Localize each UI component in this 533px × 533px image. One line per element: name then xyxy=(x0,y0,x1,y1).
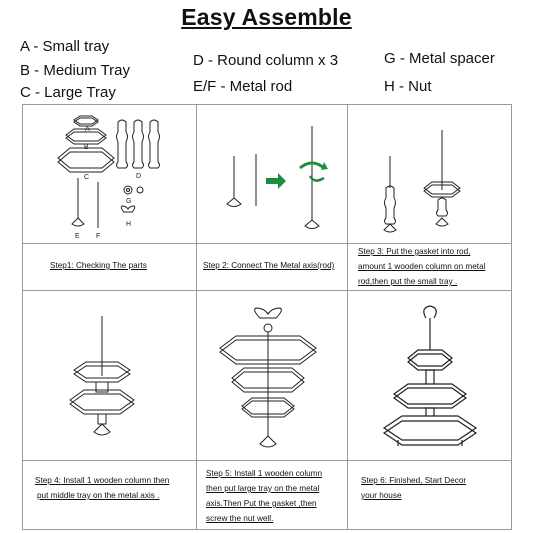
caption-line: Step 5: Install 1 wooden column xyxy=(206,469,323,478)
legend-g: G - Metal spacer xyxy=(384,50,495,67)
legend-c: C - Large Tray xyxy=(20,84,116,101)
parts-illustration xyxy=(40,108,190,240)
connect-rod-illustration xyxy=(200,108,342,240)
step5-illustration xyxy=(204,296,344,456)
step6-caption xyxy=(361,473,466,503)
caption-line: Step1: Checking The parts xyxy=(50,261,147,270)
caption-line: axis.Then Put the gasket ,then xyxy=(206,499,317,508)
caption-line: Step 2: Connect The Metal axis(rod) xyxy=(203,261,335,270)
step4-illustration xyxy=(40,296,180,456)
part-label: G xyxy=(126,198,132,205)
caption-line: rod,then put the small tray . xyxy=(358,277,458,286)
caption-line: your house xyxy=(361,491,402,500)
grid-divider xyxy=(347,104,348,530)
caption-line: then put large tray on the metal xyxy=(206,484,320,493)
caption-line: screw the nut well. xyxy=(206,514,274,523)
caption-line: Step 3: Put the gasket into rod, xyxy=(358,247,471,256)
grid-divider xyxy=(22,290,512,291)
part-label: D xyxy=(136,173,142,180)
step5-caption xyxy=(206,466,322,526)
caption-line: amount 1 wooden column on metal xyxy=(358,262,486,271)
part-label: A xyxy=(85,126,90,133)
legend-d: D - Round column x 3 xyxy=(193,52,339,69)
part-label: F xyxy=(96,233,101,240)
grid-divider xyxy=(22,460,512,461)
caption-line: Step 4: Install 1 wooden column then xyxy=(35,476,170,485)
finished-stand-illustration xyxy=(380,300,490,455)
grid-divider xyxy=(196,104,197,530)
step4-caption xyxy=(35,473,169,503)
legend-b: B - Medium Tray xyxy=(20,62,131,79)
legend-ef: E/F - Metal rod xyxy=(193,78,293,95)
part-label: H xyxy=(126,221,132,228)
step2-caption xyxy=(203,258,334,273)
step1-caption xyxy=(50,258,147,273)
step3-illustration xyxy=(350,108,510,240)
legend-a: A - Small tray xyxy=(20,38,110,55)
caption-line: Step 6: Finished, Start Decor xyxy=(361,476,467,485)
part-label: C xyxy=(84,174,90,181)
arrow-right-icon xyxy=(266,173,286,189)
caption-line: put middle tray on the metal axis . xyxy=(37,491,160,500)
part-label: E xyxy=(75,233,80,240)
step3-caption xyxy=(358,244,485,289)
part-label: B xyxy=(84,144,89,151)
page-title: Easy Assemble xyxy=(181,4,352,30)
legend-h: H - Nut xyxy=(384,78,432,95)
